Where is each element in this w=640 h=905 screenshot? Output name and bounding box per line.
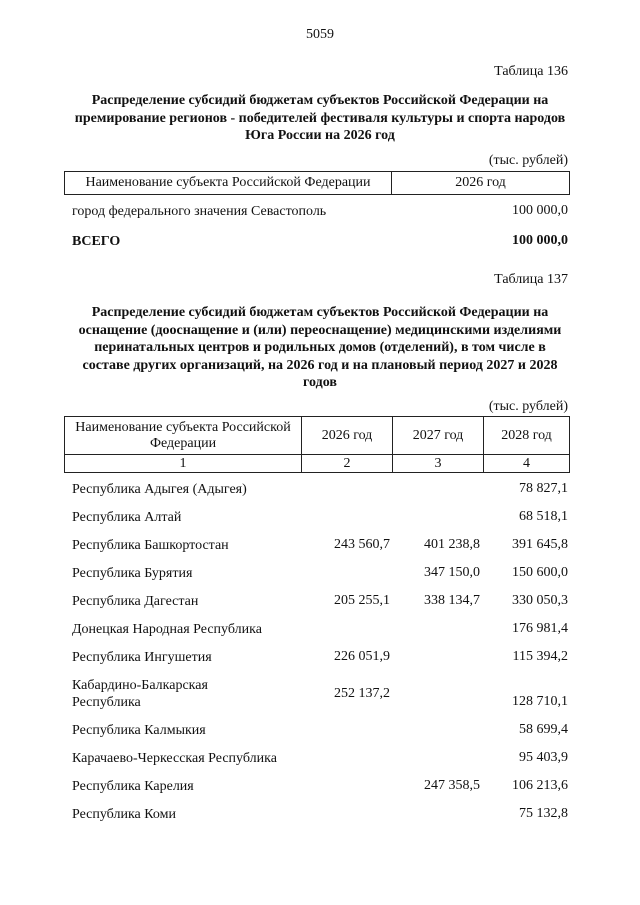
row-name: Республика Ингушетия [72, 650, 212, 665]
row-value-2026: 100 000,0 [512, 203, 568, 218]
table-137-header-2027: 2027 год [393, 417, 484, 455]
row-name: Кабардино-Балкарская Республика [72, 678, 208, 710]
col-number-4: 4 [484, 455, 570, 473]
row-name: город федерального значения Севастополь [72, 204, 327, 219]
row-value-2028: 106 213,6 [512, 778, 568, 793]
table-137-title: Распределение субсидий бюджетам субъектов Российской Федерации на оснащение (дооснащение и (или) переоснащение) медицинскими изделиями перинатальных центров и родильных домов (отделений), в том числе в составе других организаций, на 2026 год и на плановый период 2027 и 2028 годов [78, 305, 562, 391]
row-name: Карачаево-Черкесская Республика [72, 751, 277, 766]
row-value-2028: 128 710,1 [512, 694, 568, 709]
page-number: 5059 [306, 27, 334, 42]
row-value-2028: 115 394,2 [512, 649, 568, 664]
row-name: Республика Калмыкия [72, 723, 206, 738]
row-value-2027: 347 150,0 [424, 565, 480, 580]
row-value-2028: 78 827,1 [519, 481, 568, 496]
row-value-2028: 75 132,8 [519, 806, 568, 821]
row-value-2026: 205 255,1 [334, 593, 390, 608]
row-value-2026: 226 051,9 [334, 649, 390, 664]
table-136-header [64, 171, 570, 195]
row-name: Республика Дагестан [72, 594, 199, 609]
row-value-2028: 150 600,0 [512, 565, 568, 580]
table-136-header-2026: 2026 год [392, 172, 570, 195]
row-value-2028: 391 645,8 [512, 537, 568, 552]
table-136-header-name: Наименование субъекта Российской Федерации [65, 172, 392, 195]
table-137-header-2028: 2028 год [484, 417, 570, 455]
row-value-2028: 68 518,1 [519, 509, 568, 524]
col-number-1: 1 [65, 455, 302, 473]
row-value-2028: 176 981,4 [512, 621, 568, 636]
row-value-2026: 243 560,7 [334, 537, 390, 552]
col-number-2: 2 [302, 455, 393, 473]
table-136-title: Распределение субсидий бюджетам субъектов Российской Федерации на премирование регионов - победителей фестиваля культуры и спорта народов Юга России на 2026 год [74, 93, 566, 144]
row-name: Республика Коми [72, 807, 176, 822]
row-name: Республика Адыгея (Адыгея) [72, 482, 247, 497]
table-136-label: Таблица 136 [494, 64, 568, 79]
row-value-2027: 247 358,5 [424, 778, 480, 793]
row-value-2026: 252 137,2 [334, 686, 390, 701]
table-137-header-2026: 2026 год [302, 417, 393, 455]
row-name: Республика Бурятия [72, 566, 193, 581]
table-137-header [64, 416, 570, 473]
row-value-2027: 338 134,7 [424, 593, 480, 608]
row-name: Республика Башкортостан [72, 538, 229, 553]
row-name: Республика Алтай [72, 510, 182, 525]
row-value-2027: 401 238,8 [424, 537, 480, 552]
col-number-3: 3 [393, 455, 484, 473]
row-value-2028: 95 403,9 [519, 750, 568, 765]
table-137-units: (тыс. рублей) [488, 399, 568, 414]
row-value-2028: 58 699,4 [519, 722, 568, 737]
table-137-label: Таблица 137 [494, 272, 568, 287]
row-name: Донецкая Народная Республика [72, 622, 262, 637]
table-136-units: (тыс. рублей) [488, 153, 568, 168]
total-label: ВСЕГО [72, 234, 121, 249]
row-value-2028: 330 050,3 [512, 593, 568, 608]
row-name: Республика Карелия [72, 779, 194, 794]
table-137-header-name: Наименование субъекта Российской Федерации [65, 417, 302, 455]
total-value: 100 000,0 [512, 233, 568, 248]
